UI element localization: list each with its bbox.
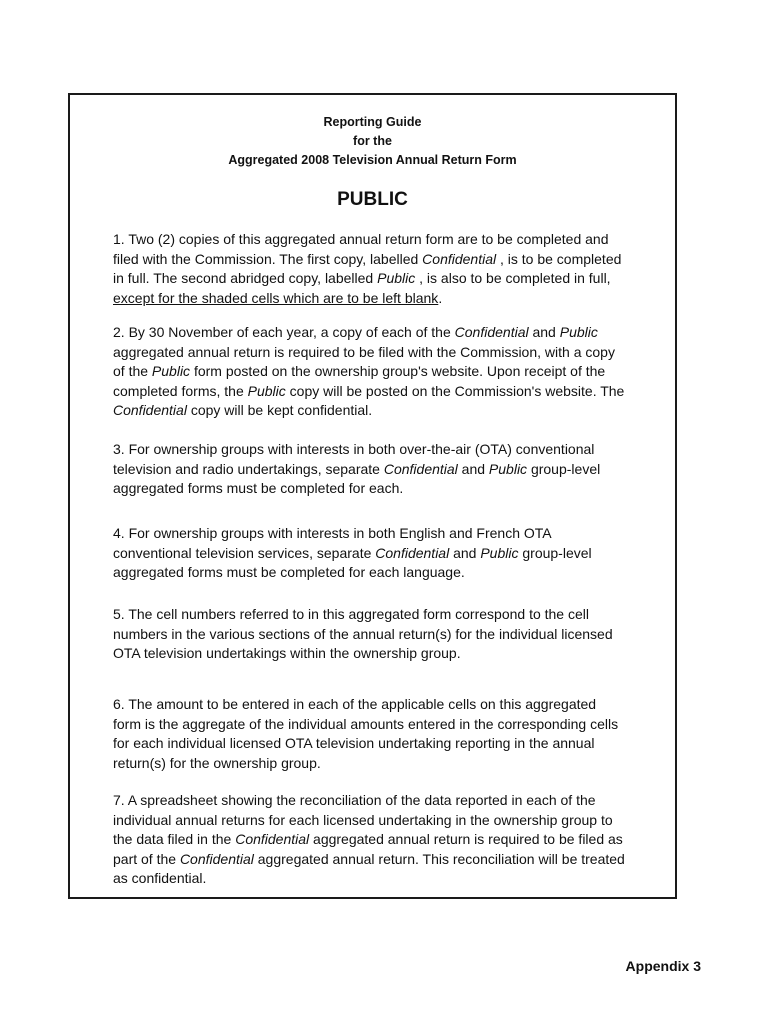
paragraph-7 <box>113 791 625 889</box>
paragraph-2 <box>113 323 625 421</box>
paragraph-3 <box>113 440 625 499</box>
p4-public: Public <box>480 544 519 561</box>
p1-text-e: , is also to be completed in full, <box>415 270 611 286</box>
p1-text-c: , is to be completed in full. The second abridged copy, labelled <box>113 250 622 286</box>
p2-text-a: 2. By 30 November of each year, a copy of each of the <box>113 324 455 340</box>
p1-confidential: Confidential <box>422 250 497 267</box>
p4-text-a: 4. For ownership groups with interests in both English and French OTA conventional television services, separate <box>113 525 551 561</box>
public-title: PUBLIC <box>337 189 408 210</box>
paragraph-4 <box>113 524 625 583</box>
paragraph-5: 5. The cell numbers referred to in this aggregated form correspond to the cell numbers in the various sections of the annual return(s) for the individual licensed OTA television undertakings within the ownership group. <box>113 606 613 661</box>
p2-confidential: Confidential <box>454 324 529 340</box>
p3-public: Public <box>488 460 528 477</box>
p4-text-c: and <box>449 544 481 561</box>
paragraph-1 <box>113 230 625 308</box>
p7-confidential-2: Confidential <box>179 850 254 867</box>
p3-text-c: and <box>457 460 489 477</box>
p2-text-k: copy will be kept confidential. <box>186 402 373 418</box>
p1-text-g: . <box>438 289 443 306</box>
p1-public: Public <box>377 270 416 286</box>
p7-text-c: aggregated annual return is required to be filed as part of the <box>113 831 623 867</box>
p4-confidential: Confidential <box>375 544 450 561</box>
document-frame <box>68 93 677 899</box>
p2-text-i: copy will be posted on the Commission's website. The <box>285 382 625 399</box>
p2-public: Public <box>559 324 598 340</box>
p1-shaded-cells-note: except for the shaded cells which are to be left blank <box>113 289 439 306</box>
p2-confidential-2: Confidential <box>113 402 187 418</box>
p3-text-a: 3. For ownership groups with interests in both over-the-air (OTA) conventional television and radio undertakings, separate <box>113 441 595 477</box>
p7-confidential: Confidential <box>235 831 310 847</box>
guide-title-line-2: for the <box>353 134 392 148</box>
guide-title-line-1: Reporting Guide <box>323 115 422 129</box>
p2-text-g: form posted on the ownership group's website. Upon receipt of the completed forms, the <box>113 363 606 399</box>
p7-text-a: 7. A spreadsheet showing the reconciliation of the data reported in each of the individual annual returns for each licensed undertaking in the ownership group to the data filed in the <box>113 792 613 847</box>
guide-title-line-3: Aggregated 2008 Television Annual Return Form <box>228 153 517 167</box>
p2-text-c: and <box>528 324 560 340</box>
appendix-label: Appendix 3 <box>625 958 701 974</box>
p7-text-e: aggregated annual return. This reconciliation will be treated as confidential. <box>113 850 625 886</box>
p2-public-2: Public <box>151 363 191 379</box>
p2-public-3: Public <box>247 382 286 399</box>
p2-text-e: aggregated annual return is required to be filed with the Commission, with a copy of the <box>113 343 615 379</box>
p4-text-e: group-level aggregated forms must be completed for each language. <box>113 544 592 580</box>
p3-text-e: group-level aggregated forms must be completed for each. <box>113 460 601 496</box>
paragraph-6: 6. The amount to be entered in each of the applicable cells on this aggregated form is the aggregate of the individual amounts entered in the corresponding cells for each individual licensed OTA television undertaking reporting in the annual return(s) for the ownership group. <box>113 696 619 771</box>
p3-confidential: Confidential <box>383 460 458 477</box>
p1-text-a: 1. Two (2) copies of this aggregated annual return form are to be completed and filed with the Commission. The first copy, labelled <box>113 231 609 267</box>
